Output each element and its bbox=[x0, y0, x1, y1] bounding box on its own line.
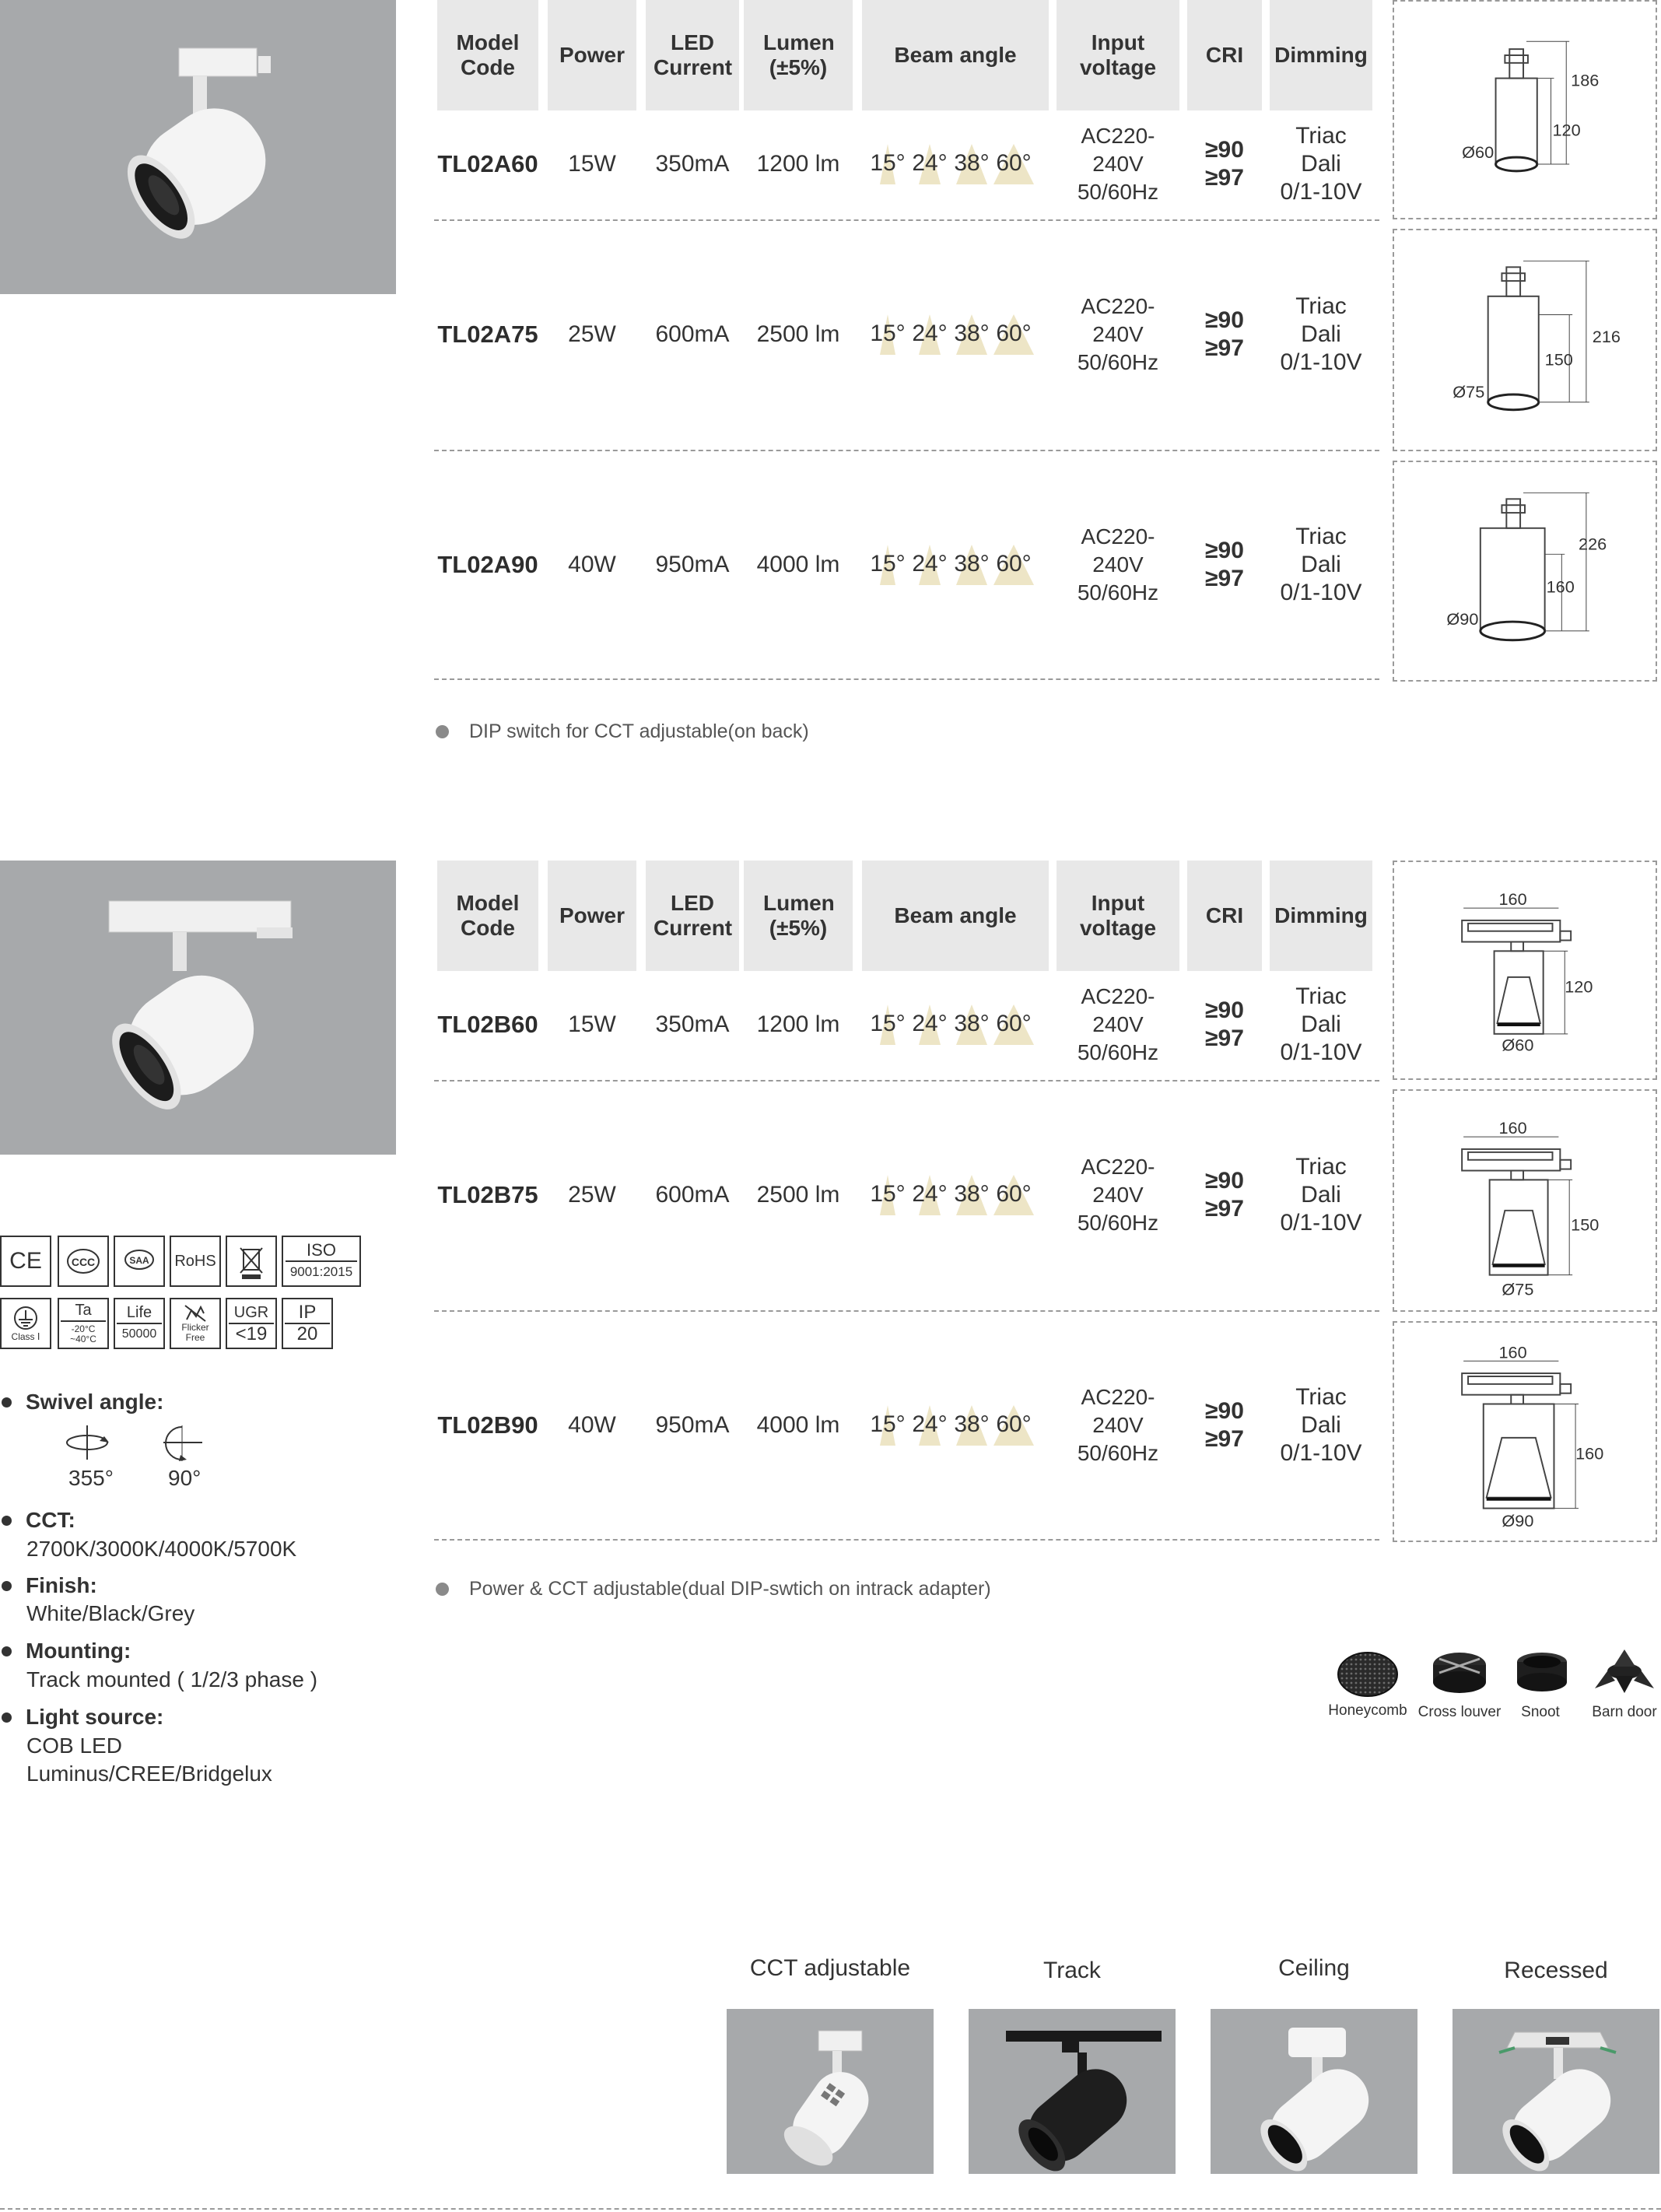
dimension-drawing-tl02b60 bbox=[1393, 861, 1657, 1080]
mounting-title: Mounting: bbox=[2, 1639, 131, 1663]
installation-photo-track bbox=[969, 2009, 1176, 2174]
input-voltage-value: AC220-240V 50/60Hz bbox=[1077, 524, 1159, 605]
page-bottom-divider bbox=[0, 2208, 1661, 2210]
led-current-value: 950mA bbox=[655, 552, 730, 577]
beam-angle-item bbox=[909, 311, 951, 358]
dim-diameter: Ø75 bbox=[1502, 1279, 1534, 1299]
ce-mark-icon: CE bbox=[0, 1236, 51, 1287]
header-input-voltage: Input voltage bbox=[1057, 0, 1179, 110]
header-power: Power bbox=[548, 861, 636, 971]
installation-photo-ceiling bbox=[1211, 2009, 1417, 2174]
model-code: TL02A60 bbox=[437, 150, 538, 177]
beam-angle-label: 15° bbox=[870, 551, 906, 577]
table-row bbox=[434, 971, 1379, 1078]
honeycomb-icon bbox=[1335, 1648, 1400, 1699]
spec-table-series-b bbox=[434, 861, 1379, 1545]
barn-door-icon bbox=[1592, 1648, 1657, 1698]
input-voltage-value: AC220-240V 50/60Hz bbox=[1077, 1385, 1159, 1465]
mounting-value: Track mounted ( 1/2/3 phase ) bbox=[26, 1667, 318, 1691]
model-code: TL02B90 bbox=[437, 1411, 538, 1439]
header-beam-angle: Beam angle bbox=[862, 861, 1049, 971]
installation-label-recessed: Recessed bbox=[1504, 1958, 1608, 1983]
dimension-drawing-tl02b75 bbox=[1393, 1089, 1657, 1312]
light-source-value: COB LED bbox=[26, 1733, 122, 1758]
beam-angle-icons bbox=[867, 1402, 1035, 1449]
beam-angle-item bbox=[993, 1001, 1035, 1048]
bullet-icon bbox=[2, 1397, 12, 1407]
dim-width: 160 bbox=[1498, 889, 1527, 910]
beam-angle-label: 15° bbox=[870, 150, 906, 176]
beam-angle-item bbox=[993, 1172, 1035, 1218]
dimming-value: Triac Dali 0/1-10V bbox=[1280, 1154, 1362, 1236]
beam-angle-item bbox=[909, 542, 951, 588]
beam-angle-label: 24° bbox=[912, 150, 948, 176]
dim-diameter: Ø90 bbox=[1502, 1511, 1534, 1531]
beam-angle-item bbox=[951, 1402, 993, 1449]
snoot-icon bbox=[1514, 1649, 1570, 1696]
dim-height: 226 bbox=[1579, 534, 1607, 554]
beam-angle-item bbox=[867, 141, 909, 188]
series-b-note: Power & CCT adjustable(dual DIP-swtich on intrack adapter) bbox=[436, 1578, 991, 1600]
power-value: 15W bbox=[568, 151, 616, 177]
lumen-value: 2500 lm bbox=[756, 321, 840, 347]
ccc-mark-icon bbox=[58, 1236, 109, 1287]
installation-photo-cct bbox=[727, 2009, 934, 2174]
beam-angle-item bbox=[951, 542, 993, 588]
installation-label-ceiling: Ceiling bbox=[1278, 1955, 1350, 1981]
dim-diameter: Ø90 bbox=[1446, 609, 1479, 629]
beam-angle-icons bbox=[867, 1001, 1035, 1048]
table-row bbox=[434, 451, 1379, 678]
beam-angle-label: 60° bbox=[996, 551, 1032, 577]
saa-mark-icon bbox=[114, 1236, 165, 1287]
led-current-value: 350mA bbox=[655, 151, 730, 177]
beam-angle-label: 24° bbox=[912, 1011, 948, 1036]
accessory-label-snoot: Snoot bbox=[1521, 1704, 1560, 1720]
weee-bin-icon bbox=[226, 1236, 277, 1287]
beam-angle-label: 60° bbox=[996, 150, 1032, 176]
bullet-icon bbox=[2, 1646, 12, 1656]
svg-text:SAA: SAA bbox=[129, 1255, 149, 1266]
beam-angle-item bbox=[909, 1001, 951, 1048]
beam-angle-icons bbox=[867, 1172, 1035, 1218]
beam-angle-label: 38° bbox=[954, 1411, 990, 1437]
dimension-drawing-tl02a60 bbox=[1393, 0, 1657, 219]
beam-angle-item bbox=[909, 1172, 951, 1218]
led-current-value: 950mA bbox=[655, 1412, 730, 1438]
product-photo-series-b bbox=[0, 861, 396, 1155]
row-divider bbox=[434, 1539, 1379, 1541]
accessory-label-barn-door: Barn door bbox=[1592, 1704, 1657, 1720]
row-divider bbox=[434, 678, 1379, 680]
swivel-horizontal-value: 355° bbox=[68, 1466, 114, 1490]
lumen-value: 4000 lm bbox=[756, 552, 840, 577]
beam-angle-label: 60° bbox=[996, 1411, 1032, 1437]
dimming-value: Triac Dali 0/1-10V bbox=[1280, 1384, 1362, 1466]
dim-height: 186 bbox=[1571, 70, 1600, 90]
table-row bbox=[434, 221, 1379, 448]
beam-angle-label: 24° bbox=[912, 321, 948, 346]
dim-width: 160 bbox=[1498, 1118, 1527, 1138]
dim-length: 160 bbox=[1575, 1443, 1604, 1464]
header-input-voltage: Input voltage bbox=[1057, 861, 1179, 971]
beam-angle-label: 60° bbox=[996, 321, 1032, 346]
header-dimming: Dimming bbox=[1270, 0, 1372, 110]
header-cri: CRI bbox=[1187, 0, 1262, 110]
beam-angle-label: 24° bbox=[912, 551, 948, 577]
beam-angle-icons bbox=[867, 542, 1035, 588]
light-source-brands: Luminus/CREE/Bridgelux bbox=[26, 1762, 272, 1786]
product-photo-series-a bbox=[0, 0, 396, 294]
beam-angle-label: 24° bbox=[912, 1411, 948, 1437]
beam-angle-label: 15° bbox=[870, 321, 906, 346]
bullet-icon bbox=[436, 725, 449, 738]
header-model-code: Model Code bbox=[437, 0, 538, 110]
series-a-note: DIP switch for CCT adjustable(on back) bbox=[436, 720, 809, 743]
svg-text:CCC: CCC bbox=[71, 1256, 96, 1268]
beam-angle-label: 38° bbox=[954, 150, 990, 176]
dim-length: 120 bbox=[1565, 976, 1593, 997]
dim-height: 216 bbox=[1592, 326, 1621, 346]
model-code: TL02A75 bbox=[437, 321, 538, 348]
power-value: 40W bbox=[568, 1412, 616, 1438]
ip-rating-mark: IP 20 bbox=[282, 1298, 333, 1349]
cri-value: ≥90 ≥97 bbox=[1205, 307, 1244, 361]
beam-angle-label: 38° bbox=[954, 1011, 990, 1036]
table-row bbox=[434, 1081, 1379, 1309]
beam-angle-label: 60° bbox=[996, 1181, 1032, 1207]
header-model-code: Model Code bbox=[437, 861, 538, 971]
beam-angle-item bbox=[951, 1001, 993, 1048]
dimming-value: Triac Dali 0/1-10V bbox=[1280, 983, 1362, 1065]
beam-angle-label: 15° bbox=[870, 1011, 906, 1036]
led-current-value: 600mA bbox=[655, 1182, 730, 1208]
life-mark: Life 50000 bbox=[114, 1298, 165, 1349]
beam-angle-item bbox=[867, 1001, 909, 1048]
power-value: 25W bbox=[568, 1182, 616, 1208]
beam-angle-item bbox=[909, 141, 951, 188]
accessory-label-cross-louver: Cross louver bbox=[1417, 1704, 1502, 1720]
beam-angle-label: 38° bbox=[954, 1181, 990, 1207]
header-led-current: LED Current bbox=[646, 861, 739, 971]
horizontal-rotation-icon bbox=[64, 1424, 110, 1461]
dimension-drawing-tl02a90 bbox=[1393, 461, 1657, 682]
installation-label-track: Track bbox=[1043, 1958, 1101, 1983]
installation-photo-recessed bbox=[1452, 2009, 1659, 2174]
beam-angle-label: 15° bbox=[870, 1411, 906, 1437]
dim-length: 150 bbox=[1544, 349, 1573, 370]
cri-value: ≥90 ≥97 bbox=[1205, 1168, 1244, 1222]
beam-angle-label: 38° bbox=[954, 551, 990, 577]
header-power: Power bbox=[548, 0, 636, 110]
beam-angle-item bbox=[993, 311, 1035, 358]
dimming-value: Triac Dali 0/1-10V bbox=[1280, 123, 1362, 205]
dim-diameter: Ø75 bbox=[1452, 381, 1485, 401]
model-code: TL02B75 bbox=[437, 1181, 538, 1208]
iso-mark: ISO 9001:2015 bbox=[282, 1236, 361, 1287]
beam-angle-label: 60° bbox=[996, 1011, 1032, 1036]
input-voltage-value: AC220-240V 50/60Hz bbox=[1077, 124, 1159, 204]
accessory-label-honeycomb: Honeycomb bbox=[1328, 1702, 1407, 1719]
light-source-title: Light source: bbox=[2, 1705, 163, 1730]
bullet-icon bbox=[2, 1712, 12, 1723]
header-cri: CRI bbox=[1187, 861, 1262, 971]
input-voltage-value: AC220-240V 50/60Hz bbox=[1077, 984, 1159, 1064]
lumen-value: 4000 lm bbox=[756, 1412, 840, 1438]
beam-angle-item bbox=[951, 141, 993, 188]
beam-angle-label: 15° bbox=[870, 1181, 906, 1207]
lumen-value: 1200 lm bbox=[756, 1011, 840, 1037]
bullet-icon bbox=[2, 1581, 12, 1591]
table-row bbox=[434, 110, 1379, 218]
dim-length: 160 bbox=[1546, 577, 1575, 597]
rohs-mark: RoHS bbox=[170, 1236, 221, 1287]
beam-angle-item bbox=[951, 311, 993, 358]
dim-length: 150 bbox=[1571, 1215, 1600, 1235]
lumen-value: 1200 lm bbox=[756, 151, 840, 177]
model-code: TL02B60 bbox=[437, 1011, 538, 1038]
model-code: TL02A90 bbox=[437, 551, 538, 578]
dimension-drawing-tl02a75 bbox=[1393, 229, 1657, 451]
input-voltage-value: AC220-240V 50/60Hz bbox=[1077, 294, 1159, 374]
flicker-free-icon: Flicker Free bbox=[170, 1298, 221, 1349]
table-row bbox=[434, 1312, 1379, 1539]
finish-value: White/Black/Grey bbox=[26, 1601, 195, 1625]
header-beam-angle: Beam angle bbox=[862, 0, 1049, 110]
beam-angle-item bbox=[867, 542, 909, 588]
vertical-tilt-icon bbox=[160, 1424, 204, 1463]
beam-angle-icons bbox=[867, 141, 1035, 188]
power-value: 25W bbox=[568, 321, 616, 347]
beam-angle-item bbox=[993, 141, 1035, 188]
cct-title: CCT: bbox=[2, 1508, 75, 1533]
header-lumen: Lumen (±5%) bbox=[744, 861, 853, 971]
power-value: 40W bbox=[568, 552, 616, 577]
header-lumen: Lumen (±5%) bbox=[744, 0, 853, 110]
beam-angle-item bbox=[867, 1172, 909, 1218]
led-current-value: 350mA bbox=[655, 1011, 730, 1037]
dimming-value: Triac Dali 0/1-10V bbox=[1280, 293, 1362, 375]
swivel-angle-title: Swivel angle: bbox=[2, 1390, 163, 1414]
beam-angle-item bbox=[993, 1402, 1035, 1449]
cri-value: ≥90 ≥97 bbox=[1205, 1398, 1244, 1452]
bullet-icon bbox=[2, 1516, 12, 1526]
ta-range-mark: Ta -20°C ~40°C bbox=[58, 1298, 109, 1349]
beam-angle-icons bbox=[867, 311, 1035, 358]
beam-angle-item bbox=[867, 311, 909, 358]
dim-diameter: Ø60 bbox=[1462, 142, 1495, 163]
led-current-value: 600mA bbox=[655, 321, 730, 347]
dim-length: 120 bbox=[1552, 120, 1581, 140]
cri-value: ≥90 ≥97 bbox=[1205, 538, 1244, 591]
beam-angle-label: 24° bbox=[912, 1181, 948, 1207]
beam-angle-item bbox=[909, 1402, 951, 1449]
beam-angle-item bbox=[951, 1172, 993, 1218]
spec-table-series-a bbox=[434, 0, 1379, 685]
class-1-earth-icon: Class Ⅰ bbox=[0, 1298, 51, 1349]
beam-angle-item bbox=[867, 1402, 909, 1449]
power-value: 15W bbox=[568, 1011, 616, 1037]
beam-angle-label: 38° bbox=[954, 321, 990, 346]
lumen-value: 2500 lm bbox=[756, 1182, 840, 1208]
installation-label-cct: CCT adjustable bbox=[749, 1955, 911, 1981]
cross-louver-icon bbox=[1428, 1646, 1491, 1698]
cri-value: ≥90 ≥97 bbox=[1205, 997, 1244, 1051]
finish-title: Finish: bbox=[2, 1573, 97, 1598]
input-voltage-value: AC220-240V 50/60Hz bbox=[1077, 1155, 1159, 1235]
bullet-icon bbox=[436, 1583, 449, 1596]
swivel-vertical-value: 90° bbox=[168, 1466, 201, 1490]
dimming-value: Triac Dali 0/1-10V bbox=[1280, 524, 1362, 605]
header-dimming: Dimming bbox=[1270, 861, 1372, 971]
beam-angle-item bbox=[993, 542, 1035, 588]
cct-value: 2700K/3000K/4000K/5700K bbox=[26, 1537, 297, 1561]
dim-width: 160 bbox=[1498, 1342, 1527, 1362]
cri-value: ≥90 ≥97 bbox=[1205, 137, 1244, 191]
header-led-current: LED Current bbox=[646, 0, 739, 110]
dimension-drawing-tl02b90 bbox=[1393, 1321, 1657, 1542]
ugr-mark: UGR <19 bbox=[226, 1298, 277, 1349]
dim-diameter: Ø60 bbox=[1502, 1035, 1534, 1055]
